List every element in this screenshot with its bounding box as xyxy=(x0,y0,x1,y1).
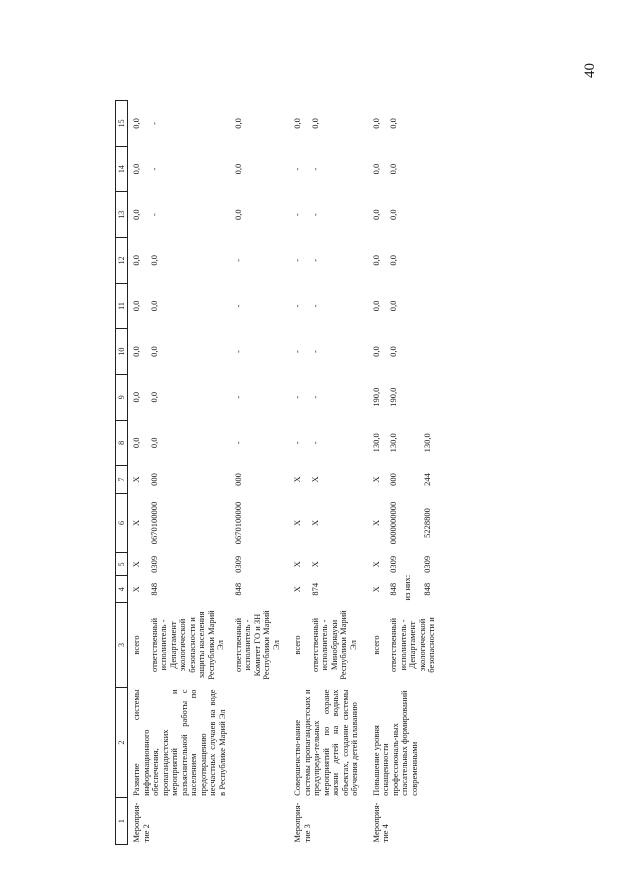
code-cell: 874 xyxy=(309,582,320,596)
value-cell: 0,0 xyxy=(388,255,398,266)
executor-text-cont: безопасности и xyxy=(426,617,436,673)
code-cell: X xyxy=(292,586,302,593)
value-cell: 0,0 xyxy=(388,118,398,129)
table-row xyxy=(368,101,382,845)
value-cell: 0,0 xyxy=(388,209,398,221)
value-cell: - xyxy=(309,350,320,353)
table-row xyxy=(289,101,303,845)
code-cell: X xyxy=(370,586,381,593)
header-cell: 15 xyxy=(116,101,128,147)
header-cell: 2 xyxy=(116,687,128,797)
value-cell: 0,0 xyxy=(370,118,381,129)
event-label: Мероприя-тие 2 xyxy=(131,802,151,843)
header-cell: 3 xyxy=(116,603,128,688)
code-cell: 0309 xyxy=(388,555,398,573)
value-cell: 0,0 xyxy=(370,209,381,221)
event-description: Повышение уровня оснащенности профессиональ-ных спасательных формирований современными xyxy=(370,690,419,796)
executor-cell: всего xyxy=(292,635,302,655)
header-cell: 9 xyxy=(116,374,128,420)
executor-cell xyxy=(381,603,437,688)
code-cell: X xyxy=(292,561,302,568)
value-cell: 190,0 xyxy=(388,387,398,407)
code-cell: X xyxy=(370,519,381,527)
value-cell: - xyxy=(309,304,320,308)
value-cell: - xyxy=(232,258,243,262)
value-cell: 0,0 xyxy=(388,163,398,175)
code-cell: 0309 xyxy=(421,555,432,573)
header-cell: 10 xyxy=(116,329,128,375)
code-cell: 000 xyxy=(388,473,398,486)
value-cell: 130,0 xyxy=(388,433,398,453)
header-cell: 7 xyxy=(116,466,128,494)
code-cell: 000 xyxy=(232,473,243,486)
value-cell: - xyxy=(148,121,159,125)
header-cell: 14 xyxy=(116,146,128,192)
code-cell: 5228800 xyxy=(421,508,432,538)
header-cell: 8 xyxy=(116,420,128,466)
value-cell: 0,0 xyxy=(370,300,381,312)
header-cell: 6 xyxy=(116,493,128,552)
code-cell: X xyxy=(292,519,302,527)
value-cell: 0,0 xyxy=(131,346,141,357)
value-cell: 0,0 xyxy=(131,300,141,312)
value-cell: 0,0 xyxy=(131,437,141,449)
value-cell: 0,0 xyxy=(131,391,141,403)
code-cell: X xyxy=(131,586,141,593)
value-cell: 0,0 xyxy=(309,118,320,129)
code-cell: 848 xyxy=(232,582,243,596)
value-cell: - xyxy=(148,213,159,217)
code-cell: X xyxy=(370,476,381,483)
event-label: Мероприя-тие 4 xyxy=(370,802,390,843)
value-cell: 0,0 xyxy=(232,209,243,221)
code-cell: 0670100000 xyxy=(232,501,243,545)
code-cell: 0309 xyxy=(148,555,159,573)
value-cell: 0,0 xyxy=(292,118,302,129)
table-row xyxy=(128,101,142,845)
value-cell: - xyxy=(309,441,320,445)
value-cell: - xyxy=(292,441,302,445)
value-cell: 0,0 xyxy=(131,209,141,221)
value-cell: - xyxy=(232,304,243,308)
code-cell: 244 xyxy=(421,473,432,486)
code-cell: 0670100000 xyxy=(148,501,159,545)
code-cell: X xyxy=(292,476,302,483)
code-cell: X xyxy=(309,476,320,483)
code-cell: X xyxy=(309,561,320,568)
value-cell: 0,0 xyxy=(388,346,398,357)
event-label: Мероприя-тие 3 xyxy=(292,802,312,843)
event-description: Совершенство-вание системы пропагандистских и предупреди-тельных мероприятий по охране жизни детей на водных объектах, создание системы обучения детей плаванию xyxy=(292,689,359,796)
value-cell: - xyxy=(148,167,159,171)
value-cell: - xyxy=(232,350,243,353)
code-cell: 0000000000 xyxy=(388,501,398,545)
header-cell: 13 xyxy=(116,192,128,238)
header-cell: 12 xyxy=(116,238,128,284)
value-cell: - xyxy=(309,213,320,217)
value-cell: 190,0 xyxy=(370,387,381,407)
value-cell: 0,0 xyxy=(148,391,159,403)
value-cell: 0,0 xyxy=(370,346,381,357)
code-cell: X xyxy=(309,519,320,527)
value-cell: 0,0 xyxy=(148,255,159,266)
value-cell: - xyxy=(292,350,302,353)
code-cell: X xyxy=(131,561,141,568)
value-cell: 0,0 xyxy=(388,300,398,312)
value-cell: 0,0 xyxy=(232,163,243,175)
value-cell: - xyxy=(309,258,320,262)
value-cell: 0,0 xyxy=(370,163,381,175)
executor-cell: ответственный исполнитель - Департамент экологической безопасности и защиты населения Республики Марий Эл xyxy=(148,610,225,680)
code-cell: X xyxy=(131,519,141,527)
value-cell: - xyxy=(232,395,243,399)
value-cell: - xyxy=(292,167,302,171)
header-cell: 4 xyxy=(116,576,128,603)
header-cell: 1 xyxy=(116,798,128,845)
value-cell: 0,0 xyxy=(232,118,243,129)
value-cell: 0,0 xyxy=(148,346,159,357)
executor-text: ответственный исполнитель - Департамент экологической xyxy=(388,617,427,672)
code-cell: 848 xyxy=(388,582,398,596)
value-cell: 0,0 xyxy=(131,255,141,266)
budget-table xyxy=(115,100,437,845)
code-cell: 000 xyxy=(148,473,159,486)
header-row xyxy=(116,101,128,845)
executor-cell: всего xyxy=(370,635,381,655)
value-cell: 0,0 xyxy=(131,118,141,129)
value-cell: 0,0 xyxy=(148,437,159,449)
sub-label: из них: xyxy=(401,574,412,601)
executor-cell: ответственный исполнитель - Комитет ГО и ЗН Республики Марий Эл xyxy=(232,610,281,680)
code-cell: 848 xyxy=(148,582,159,596)
header-cell: 11 xyxy=(116,283,128,329)
value-cell: - xyxy=(232,441,243,445)
value-cell: 130,0 xyxy=(421,433,432,453)
value-cell: - xyxy=(292,213,302,217)
value-cell: 0,0 xyxy=(131,163,141,175)
value-cell: 0,0 xyxy=(148,300,159,312)
value-cell: 0,0 xyxy=(370,255,381,266)
value-cell: - xyxy=(292,304,302,308)
header-cell: 5 xyxy=(116,553,128,576)
value-cell: - xyxy=(309,167,320,171)
value-cell: - xyxy=(292,395,302,399)
value-cell: 130,0 xyxy=(370,433,381,453)
value-cell: - xyxy=(309,395,320,399)
code-cell: X xyxy=(370,561,381,568)
code-cell: 0309 xyxy=(232,555,243,573)
code-cell: X xyxy=(131,476,141,483)
rotated-table-container xyxy=(115,100,519,845)
page-number: 40 xyxy=(582,63,598,78)
value-cell: - xyxy=(292,258,302,262)
code-cell: 848 xyxy=(421,582,432,596)
executor-cell: ответственный исполнитель - Минобрнауки Республики Марий Эл xyxy=(309,610,358,680)
executor-cell: всего xyxy=(131,635,141,655)
event-description: Развитие системы информационного обеспечения, пропагандистских мероприятий и разъяснительной работы с населением по предотвращению несчастных случаев на воде в Республике Марий Эл xyxy=(131,689,227,796)
